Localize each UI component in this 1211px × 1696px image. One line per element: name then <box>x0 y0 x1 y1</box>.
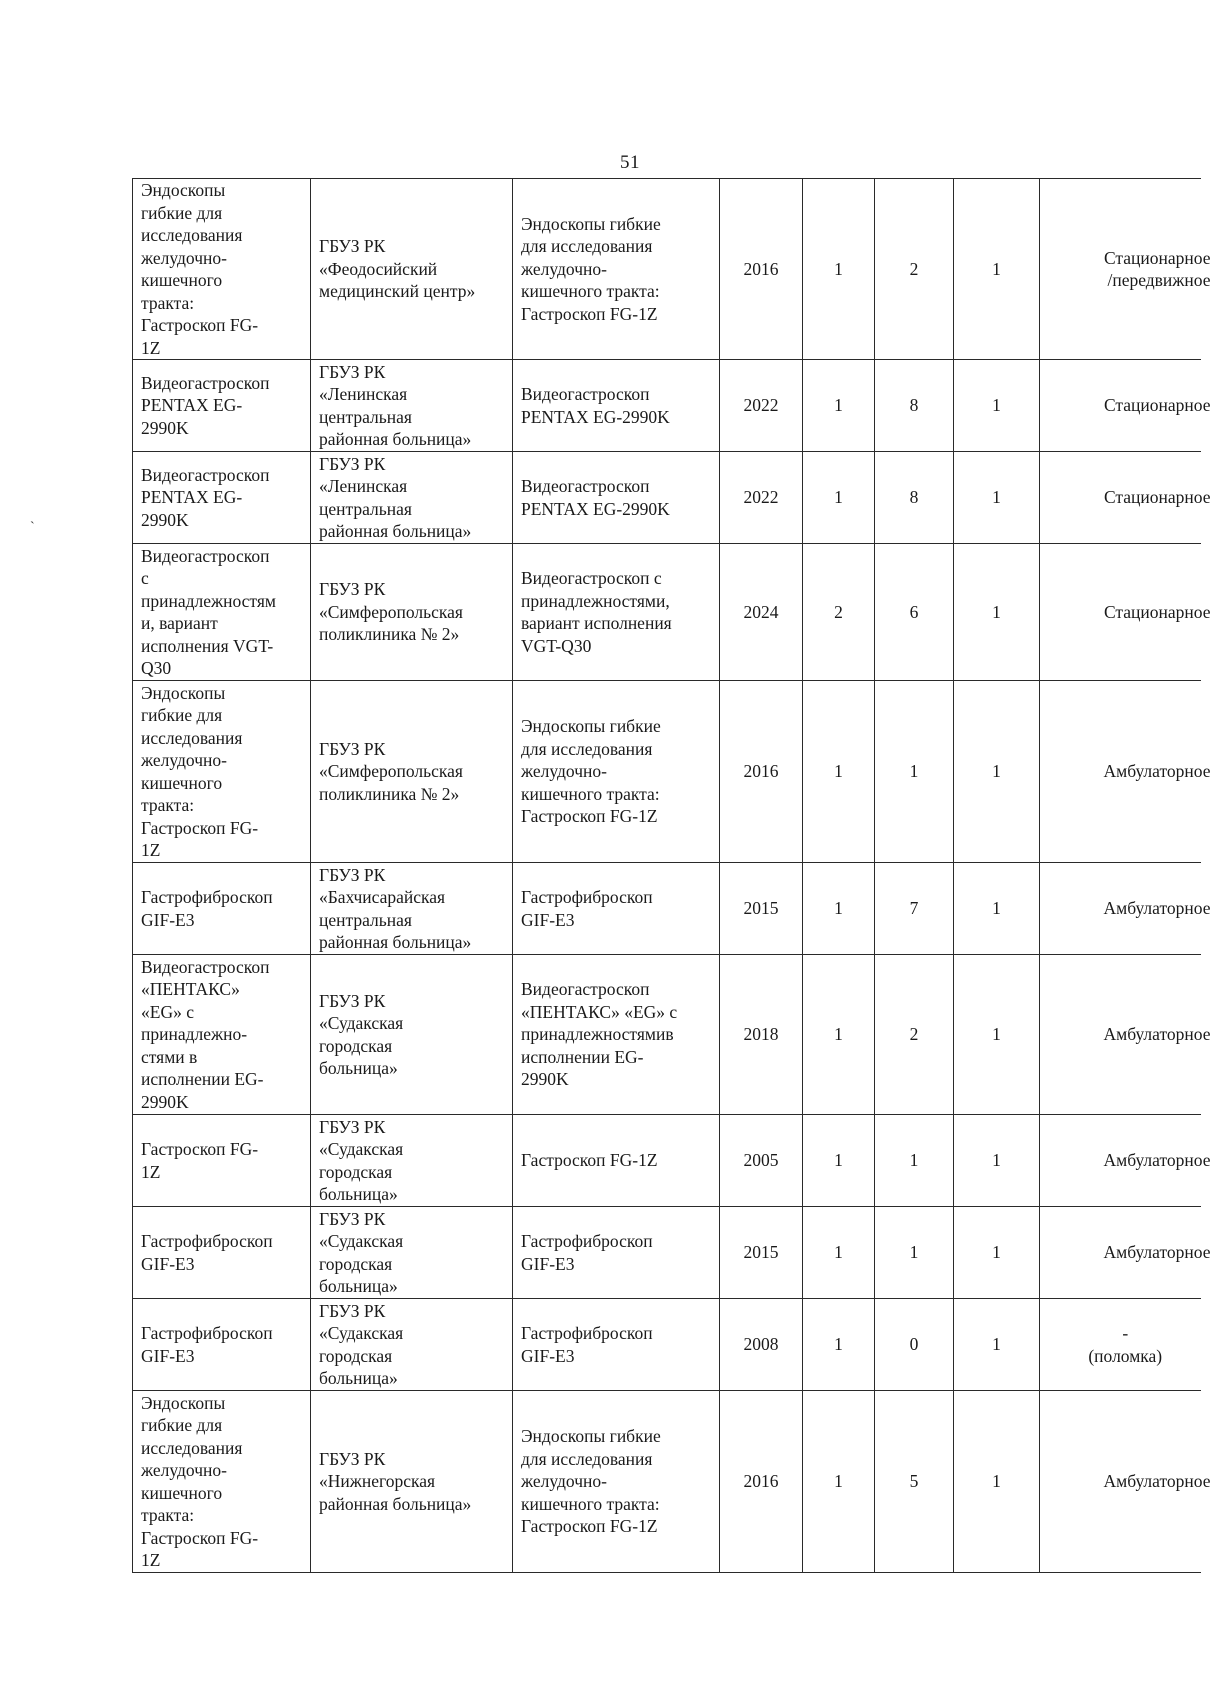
organization-cell-line: районная больница» <box>319 1493 472 1514</box>
organization-cell-line: поликлиника № 2» <box>319 783 460 804</box>
model-cell <box>513 179 720 360</box>
model-cell-line: Гастрофиброскоп <box>521 887 653 907</box>
equipment-name-cell-line: Эндоскопы <box>141 682 226 703</box>
model-cell <box>513 1115 720 1207</box>
equipment-name-cell-line: Видеогастроскоп <box>141 372 270 393</box>
model-cell-line: Видеогастроскоп <box>521 476 650 496</box>
usage-type-cell-line: Амбулаторное <box>1103 1024 1211 1045</box>
year-cell: 2022 <box>720 452 803 544</box>
organization-cell-line: ГБУЗ РК <box>319 990 386 1011</box>
organization-cell-line: больница» <box>319 1368 398 1388</box>
table-row <box>133 955 1201 1115</box>
usage-type-cell <box>1040 1207 1211 1299</box>
model-cell-line: GIF-E3 <box>521 1345 575 1366</box>
usage-type-cell <box>1040 544 1211 681</box>
count-cell-1: 1 <box>803 360 875 452</box>
equipment-name-cell-line: кишечного <box>141 1482 223 1503</box>
model-cell <box>513 1207 720 1299</box>
equipment-name-cell-line: «EG» с <box>141 1001 194 1022</box>
organization-cell-line: центральная <box>319 498 412 519</box>
kind-text <box>1104 394 1211 417</box>
year-cell: 2018 <box>720 955 803 1115</box>
usage-type-cell-line: - <box>1122 1323 1129 1343</box>
organization-cell-line: «Симферопольская <box>319 601 463 622</box>
model-cell <box>513 452 720 544</box>
model-cell <box>513 544 720 681</box>
equipment-name-cell-line: 2990K <box>141 1091 189 1112</box>
table-row <box>133 1391 1201 1573</box>
equipment-name-cell <box>133 544 311 681</box>
organization-cell-line: «Ленинская <box>319 476 408 496</box>
model-cell-line: «ПЕНТАКС» «EG» с <box>521 1001 678 1022</box>
equipment-name-cell-line: тракта: <box>141 1505 195 1525</box>
equipment-name-cell-line: GIF-E3 <box>141 1253 195 1274</box>
model-cell-line: Гастроскоп FG-1Z <box>521 1516 658 1537</box>
count-cell-1: 2 <box>803 544 875 681</box>
equipment-name-cell-line: и, вариант <box>141 613 218 633</box>
count-cell-1: 1 <box>803 863 875 955</box>
usage-type-cell-line: Стационарное <box>1103 395 1211 416</box>
kind-text <box>1104 1023 1211 1046</box>
count-cell-2: 5 <box>875 1391 954 1573</box>
equipment-name-cell-line: гибкие для <box>141 1415 223 1435</box>
model-cell-line: кишечного тракта: <box>521 1493 660 1514</box>
table-row <box>133 681 1201 863</box>
count-cell-2: 8 <box>875 452 954 544</box>
equipment-name-cell-line: желудочно- <box>141 750 227 770</box>
organization-cell-line: больница» <box>319 1184 398 1204</box>
equipment-name-cell-line: Видеогастроскоп <box>141 464 270 485</box>
equipment-name-cell-line: кишечного <box>141 270 223 290</box>
organization-cell-line: городская <box>319 1253 393 1274</box>
organization-cell-line: районная больница» <box>319 932 472 952</box>
model-cell-line: Эндоскопы гибкие <box>521 1426 661 1447</box>
equipment-name-cell-line: 2990K <box>141 417 189 438</box>
year-cell: 2016 <box>720 1391 803 1573</box>
count-cell-2: 1 <box>875 1115 954 1207</box>
organization-cell <box>311 681 513 863</box>
model-cell-line: для исследования <box>521 236 653 257</box>
model-cell-line: GIF-E3 <box>521 909 575 930</box>
organization-cell-line: городская <box>319 1161 393 1182</box>
count-cell-3: 1 <box>954 1207 1040 1299</box>
equipment-name-cell <box>133 1115 311 1207</box>
equipment-name-cell-line: гибкие для <box>141 202 223 223</box>
year-cell: 2015 <box>720 1207 803 1299</box>
model-cell-line: для исследования <box>521 738 653 759</box>
usage-type-cell <box>1040 1391 1211 1573</box>
kind-text <box>1104 1149 1211 1172</box>
model-cell-line: вариант исполнения <box>521 613 672 633</box>
kind-text <box>1104 1241 1211 1264</box>
kind-text <box>1104 1470 1211 1493</box>
kind-text <box>1104 247 1211 292</box>
equipment-table <box>132 178 1211 1573</box>
model-cell-line: кишечного тракта: <box>521 281 660 302</box>
usage-type-cell <box>1040 955 1211 1115</box>
usage-type-cell <box>1040 863 1211 955</box>
equipment-name-cell-line: исследования <box>141 225 243 245</box>
usage-type-cell-line: /передвижное <box>1107 270 1211 290</box>
kind-text <box>1104 486 1211 509</box>
model-cell-line: PENTAX EG-2990K <box>521 406 670 427</box>
year-cell: 2016 <box>720 179 803 360</box>
usage-type-cell <box>1040 360 1211 452</box>
equipment-name-cell-line: Гастрофиброскоп <box>141 1323 273 1343</box>
model-cell-line: принадлежностями, <box>521 590 670 611</box>
model-cell-line: GIF-E3 <box>521 1253 575 1274</box>
organization-cell-line: «Судакская <box>319 1231 404 1251</box>
organization-cell <box>311 452 513 544</box>
organization-cell <box>311 955 513 1115</box>
equipment-name-cell-line: Гастроскоп FG- <box>141 1527 259 1548</box>
organization-cell-line: районная больница» <box>319 429 472 449</box>
usage-type-cell-line: Амбулаторное <box>1103 761 1211 782</box>
count-cell-2: 1 <box>875 681 954 863</box>
equipment-name-cell-line: тракта: <box>141 795 195 815</box>
model-cell-line: желудочно- <box>521 761 607 782</box>
usage-type-cell-line: Стационарное <box>1103 487 1211 508</box>
count-cell-3: 1 <box>954 955 1040 1115</box>
model-cell-line: Гастроскоп FG-1Z <box>521 1150 658 1171</box>
model-cell-line: PENTAX EG-2990K <box>521 498 670 519</box>
usage-type-cell <box>1040 1115 1211 1207</box>
model-cell-line: желудочно- <box>521 1471 607 1492</box>
equipment-name-cell-line: Эндоскопы <box>141 1392 226 1413</box>
organization-cell-line: больница» <box>319 1058 398 1078</box>
organization-cell-line: городская <box>319 1035 393 1056</box>
equipment-name-cell-line: исполнении EG- <box>141 1069 264 1090</box>
year-cell: 2022 <box>720 360 803 452</box>
organization-cell <box>311 1207 513 1299</box>
equipment-name-cell-line: GIF-E3 <box>141 909 195 930</box>
organization-cell-line: поликлиника № 2» <box>319 624 460 645</box>
organization-cell-line: медицинский центр» <box>319 281 476 302</box>
equipment-name-cell <box>133 1207 311 1299</box>
equipment-name-cell-line: принадлежно- <box>141 1024 248 1045</box>
organization-cell-line: «Ленинская <box>319 384 408 404</box>
equipment-name-cell-line: желудочно- <box>141 1460 227 1480</box>
equipment-name-cell-line: принадлежностям <box>141 590 276 611</box>
count-cell-3: 1 <box>954 179 1040 360</box>
model-cell-line: Видеогастроскоп <box>521 979 650 1000</box>
equipment-name-cell-line: Гастроскоп FG- <box>141 315 259 335</box>
count-cell-1: 1 <box>803 1115 875 1207</box>
equipment-name-cell-line: исполнения VGT- <box>141 635 274 656</box>
organization-cell <box>311 360 513 452</box>
model-cell-line: Эндоскопы гибкие <box>521 213 661 234</box>
usage-type-cell-line: Стационарное <box>1103 247 1211 268</box>
year-cell: 2016 <box>720 681 803 863</box>
equipment-name-cell-line: 2990K <box>141 509 189 530</box>
model-cell-line: Гастрофиброскоп <box>521 1231 653 1251</box>
equipment-name-cell-line: Эндоскопы <box>141 180 226 200</box>
equipment-name-cell-line: стями в <box>141 1046 198 1067</box>
table-row <box>133 863 1201 955</box>
organization-cell-line: больница» <box>319 1276 398 1296</box>
model-cell <box>513 360 720 452</box>
equipment-name-cell-line: исследования <box>141 1437 243 1458</box>
count-cell-1: 1 <box>803 955 875 1115</box>
count-cell-3: 1 <box>954 1299 1040 1391</box>
count-cell-3: 1 <box>954 360 1040 452</box>
equipment-name-cell <box>133 360 311 452</box>
model-cell-line: для исследования <box>521 1448 653 1469</box>
equipment-name-cell <box>133 1391 311 1573</box>
count-cell-1: 1 <box>803 179 875 360</box>
organization-cell <box>311 863 513 955</box>
page-number: 51 <box>620 152 640 173</box>
equipment-name-cell-line: с <box>141 568 149 588</box>
organization-cell-line: «Феодосийский <box>319 258 438 279</box>
year-cell: 2024 <box>720 544 803 681</box>
table-row <box>133 544 1201 681</box>
equipment-name-cell-line: желудочно- <box>141 247 227 268</box>
table-row <box>133 360 1201 452</box>
table-row <box>133 1207 1201 1299</box>
model-cell-line: Видеогастроскоп <box>521 384 650 404</box>
organization-cell-line: ГБУЗ РК <box>319 579 386 600</box>
organization-cell-line: ГБУЗ РК <box>319 1448 386 1469</box>
table-row <box>133 452 1201 544</box>
table-row <box>133 179 1201 360</box>
count-cell-2: 8 <box>875 360 954 452</box>
count-cell-2: 1 <box>875 1207 954 1299</box>
model-cell-line: Гастрофиброскоп <box>521 1323 653 1343</box>
table-body <box>133 179 1211 1573</box>
usage-type-cell <box>1040 452 1211 544</box>
count-cell-2: 2 <box>875 955 954 1115</box>
year-cell: 2008 <box>720 1299 803 1391</box>
model-cell-line: кишечного тракта: <box>521 783 660 804</box>
equipment-name-cell <box>133 955 311 1115</box>
model-cell-line: Гастроскоп FG-1Z <box>521 303 658 324</box>
stray-mark: ` <box>30 520 35 535</box>
equipment-name-cell-line: Видеогастроскоп <box>141 956 270 977</box>
table-row <box>133 1115 1201 1207</box>
organization-cell <box>311 179 513 360</box>
count-cell-3: 1 <box>954 1391 1040 1573</box>
count-cell-1: 1 <box>803 1299 875 1391</box>
organization-cell-line: центральная <box>319 909 412 930</box>
organization-cell <box>311 544 513 681</box>
organization-cell-line: «Судакская <box>319 1139 404 1159</box>
equipment-name-cell-line: Гастроскоп FG- <box>141 817 259 838</box>
model-cell-line: Гастроскоп FG-1Z <box>521 806 658 827</box>
equipment-name-cell-line: Q30 <box>141 658 172 678</box>
count-cell-3: 1 <box>954 544 1040 681</box>
equipment-name-cell-line: тракта: <box>141 292 195 313</box>
equipment-name-cell <box>133 681 311 863</box>
usage-type-cell-line: Амбулаторное <box>1103 898 1211 919</box>
organization-cell <box>311 1115 513 1207</box>
organization-cell-line: городская <box>319 1345 393 1366</box>
organization-cell-line: «Симферопольская <box>319 761 463 782</box>
equipment-name-cell <box>133 1299 311 1391</box>
year-cell: 2015 <box>720 863 803 955</box>
model-cell <box>513 955 720 1115</box>
model-cell-line: исполнении EG- <box>521 1046 644 1067</box>
model-cell-line: Видеогастроскоп с <box>521 568 662 588</box>
equipment-name-cell-line: Гастроскоп FG- <box>141 1139 259 1159</box>
equipment-name-cell-line: 1Z <box>141 337 161 358</box>
usage-type-cell <box>1040 1299 1201 1391</box>
model-cell-line: желудочно- <box>521 258 607 279</box>
model-cell <box>513 1299 720 1391</box>
model-cell-line: VGT-Q30 <box>521 635 592 656</box>
organization-cell <box>311 1391 513 1573</box>
equipment-name-cell <box>133 452 311 544</box>
kind-text <box>1104 760 1211 783</box>
organization-cell-line: ГБУЗ РК <box>319 361 386 382</box>
count-cell-1: 1 <box>803 1391 875 1573</box>
count-cell-2: 2 <box>875 179 954 360</box>
equipment-name-cell-line: Гастрофиброскоп <box>141 887 273 907</box>
table-row <box>133 1299 1201 1391</box>
organization-cell-line: ГБУЗ РК <box>319 1300 386 1321</box>
usage-type-cell-line: Амбулаторное <box>1103 1471 1211 1492</box>
equipment-name-cell-line: Гастрофиброскоп <box>141 1231 273 1251</box>
count-cell-3: 1 <box>954 1115 1040 1207</box>
model-cell <box>513 681 720 863</box>
usage-type-cell-line: Стационарное <box>1103 601 1211 622</box>
model-cell-line: принадлежностямив <box>521 1024 674 1045</box>
kind-text <box>1104 897 1211 920</box>
count-cell-2: 6 <box>875 544 954 681</box>
equipment-name-cell-line: GIF-E3 <box>141 1345 195 1366</box>
kind-text <box>1104 601 1211 624</box>
equipment-name-cell-line: Видеогастроскоп <box>141 545 270 566</box>
equipment-name-cell-line: 1Z <box>141 1550 161 1570</box>
organization-cell-line: ГБУЗ РК <box>319 1208 386 1229</box>
organization-cell-line: «Судакская <box>319 1013 404 1033</box>
count-cell-1: 1 <box>803 681 875 863</box>
usage-type-cell-line: Амбулаторное <box>1103 1150 1211 1171</box>
model-cell-line: 2990K <box>521 1069 569 1090</box>
year-cell: 2005 <box>720 1115 803 1207</box>
count-cell-3: 1 <box>954 452 1040 544</box>
organization-cell-line: ГБУЗ РК <box>319 1116 386 1137</box>
count-cell-2: 0 <box>875 1299 954 1391</box>
organization-cell-line: «Нижнегорская <box>319 1471 436 1492</box>
count-cell-1: 1 <box>803 1207 875 1299</box>
count-cell-2: 7 <box>875 863 954 955</box>
count-cell-3: 1 <box>954 863 1040 955</box>
organization-cell-line: районная больница» <box>319 521 472 541</box>
organization-cell-line: ГБУЗ РК <box>319 236 386 257</box>
model-cell <box>513 863 720 955</box>
equipment-name-cell-line: PENTAX EG- <box>141 395 243 416</box>
organization-cell-line: ГБУЗ РК <box>319 864 386 885</box>
usage-type-cell <box>1040 681 1211 863</box>
model-cell-line: Эндоскопы гибкие <box>521 716 661 737</box>
equipment-name-cell-line: исследования <box>141 727 243 748</box>
equipment-name-cell-line: «ПЕНТАКС» <box>141 979 240 1000</box>
usage-type-cell-line: (поломка) <box>1088 1345 1163 1366</box>
usage-type-cell <box>1040 179 1211 360</box>
organization-cell-line: «Судакская <box>319 1323 404 1343</box>
equipment-name-cell-line: 1Z <box>141 840 161 860</box>
organization-cell-line: центральная <box>319 406 412 427</box>
count-cell-3: 1 <box>954 681 1040 863</box>
organization-cell <box>311 1299 513 1391</box>
organization-cell-line: ГБУЗ РК <box>319 453 386 474</box>
equipment-name-cell-line: гибкие для <box>141 705 223 725</box>
count-cell-1: 1 <box>803 452 875 544</box>
equipment-name-cell <box>133 863 311 955</box>
equipment-name-cell-line: 1Z <box>141 1161 161 1182</box>
organization-cell-line: ГБУЗ РК <box>319 738 386 759</box>
equipment-name-cell <box>133 179 311 360</box>
model-cell <box>513 1391 720 1573</box>
organization-cell-line: «Бахчисарайская <box>319 887 446 907</box>
kind-text <box>1088 1322 1162 1367</box>
equipment-name-cell-line: кишечного <box>141 772 223 793</box>
usage-type-cell-line: Амбулаторное <box>1103 1242 1211 1263</box>
equipment-name-cell-line: PENTAX EG- <box>141 487 243 508</box>
